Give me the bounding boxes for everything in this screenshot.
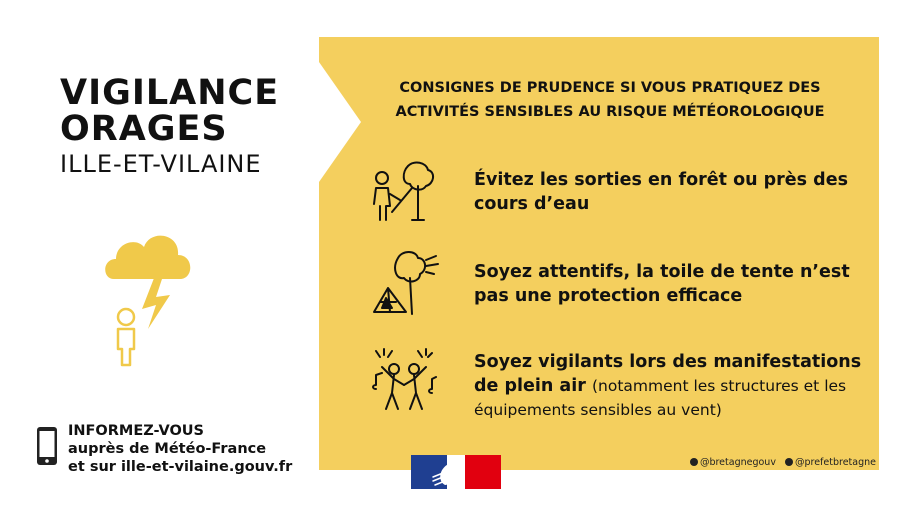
panel-notch <box>319 62 361 182</box>
title-orages: ORAGES <box>60 109 228 149</box>
facebook-icon <box>785 458 793 466</box>
facebook-handle[interactable] <box>785 457 876 468</box>
twitter-icon <box>690 458 698 466</box>
advice-item-festival <box>474 350 864 422</box>
storm-person-icon <box>104 225 194 367</box>
republique-francaise-logo-icon <box>411 455 501 489</box>
twitter-handle[interactable] <box>690 457 776 468</box>
advice-text-festival: Soyez vigilants lors des manifestations de plein air <box>474 352 862 396</box>
info-website: et sur ille-et-vilaine.gouv.fr <box>68 459 293 475</box>
title-vigilance: VIGILANCE <box>60 73 280 113</box>
tent-under-tree-icon <box>370 250 440 320</box>
facebook-handle-text: @prefetbretagne <box>794 457 876 468</box>
info-title: INFORMEZ-VOUS <box>68 423 204 439</box>
advice-text-forest: Évitez les sorties en forêt ou près des cours d’eau <box>474 170 848 214</box>
info-meteo-france: auprès de Météo-France <box>68 441 267 457</box>
info-block <box>68 422 292 476</box>
festival-crowd-icon <box>370 345 440 415</box>
smartphone-icon <box>36 426 58 466</box>
advice-item-tent <box>474 260 864 308</box>
region-label: ILLE-ET-VILAINE <box>60 150 262 178</box>
panel-heading <box>360 76 860 124</box>
social-handles <box>684 457 876 468</box>
advice-note-festival: (notamment les structures et les équipements sensibles au vent) <box>474 377 847 419</box>
panel-heading-line2: ACTIVITÉS SENSIBLES AU RISQUE MÉTÉOROLOGIQUE <box>395 104 825 120</box>
twitter-handle-text: @bretagnegouv <box>699 457 776 468</box>
panel-heading-line1: CONSIGNES DE PRUDENCE SI VOUS PRATIQUEZ DES <box>399 80 821 96</box>
advice-text-tent: Soyez attentifs, la toile de tente n’est pas une protection efficace <box>474 262 850 306</box>
hiker-under-tree-icon <box>368 160 438 230</box>
advice-item-forest <box>474 168 864 216</box>
